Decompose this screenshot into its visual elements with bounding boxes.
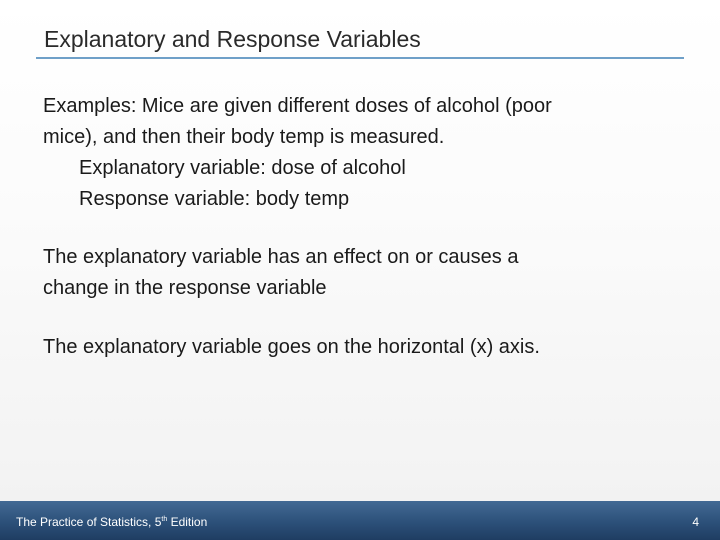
footer-book-suffix: Edition xyxy=(167,515,208,529)
response-variable-definition: Response variable: body temp xyxy=(79,188,350,210)
footer-book-title xyxy=(16,515,207,529)
axis-statement: The explanatory variable goes on the horizontal (x) axis. xyxy=(43,336,540,358)
spacer xyxy=(43,215,693,242)
title-divider xyxy=(36,57,684,59)
effect-line-2: change in the response variable xyxy=(43,277,327,299)
example-line-1: Examples: Mice are given different doses of alcohol (poor xyxy=(43,95,552,117)
explanatory-variable-definition: Explanatory variable: dose of alcohol xyxy=(79,157,406,179)
example-line-2: mice), and then their body temp is measured. xyxy=(43,126,445,148)
footer-edition-superscript: th xyxy=(161,516,168,523)
page-number: 4 xyxy=(692,515,699,529)
slide-title: Explanatory and Response Variables xyxy=(44,26,421,52)
slide-body xyxy=(43,91,693,363)
effect-line-1: The explanatory variable has an effect on or causes a xyxy=(43,246,519,268)
footer-book-prefix: The Practice of Statistics, 5 xyxy=(16,515,162,529)
spacer xyxy=(43,304,693,332)
